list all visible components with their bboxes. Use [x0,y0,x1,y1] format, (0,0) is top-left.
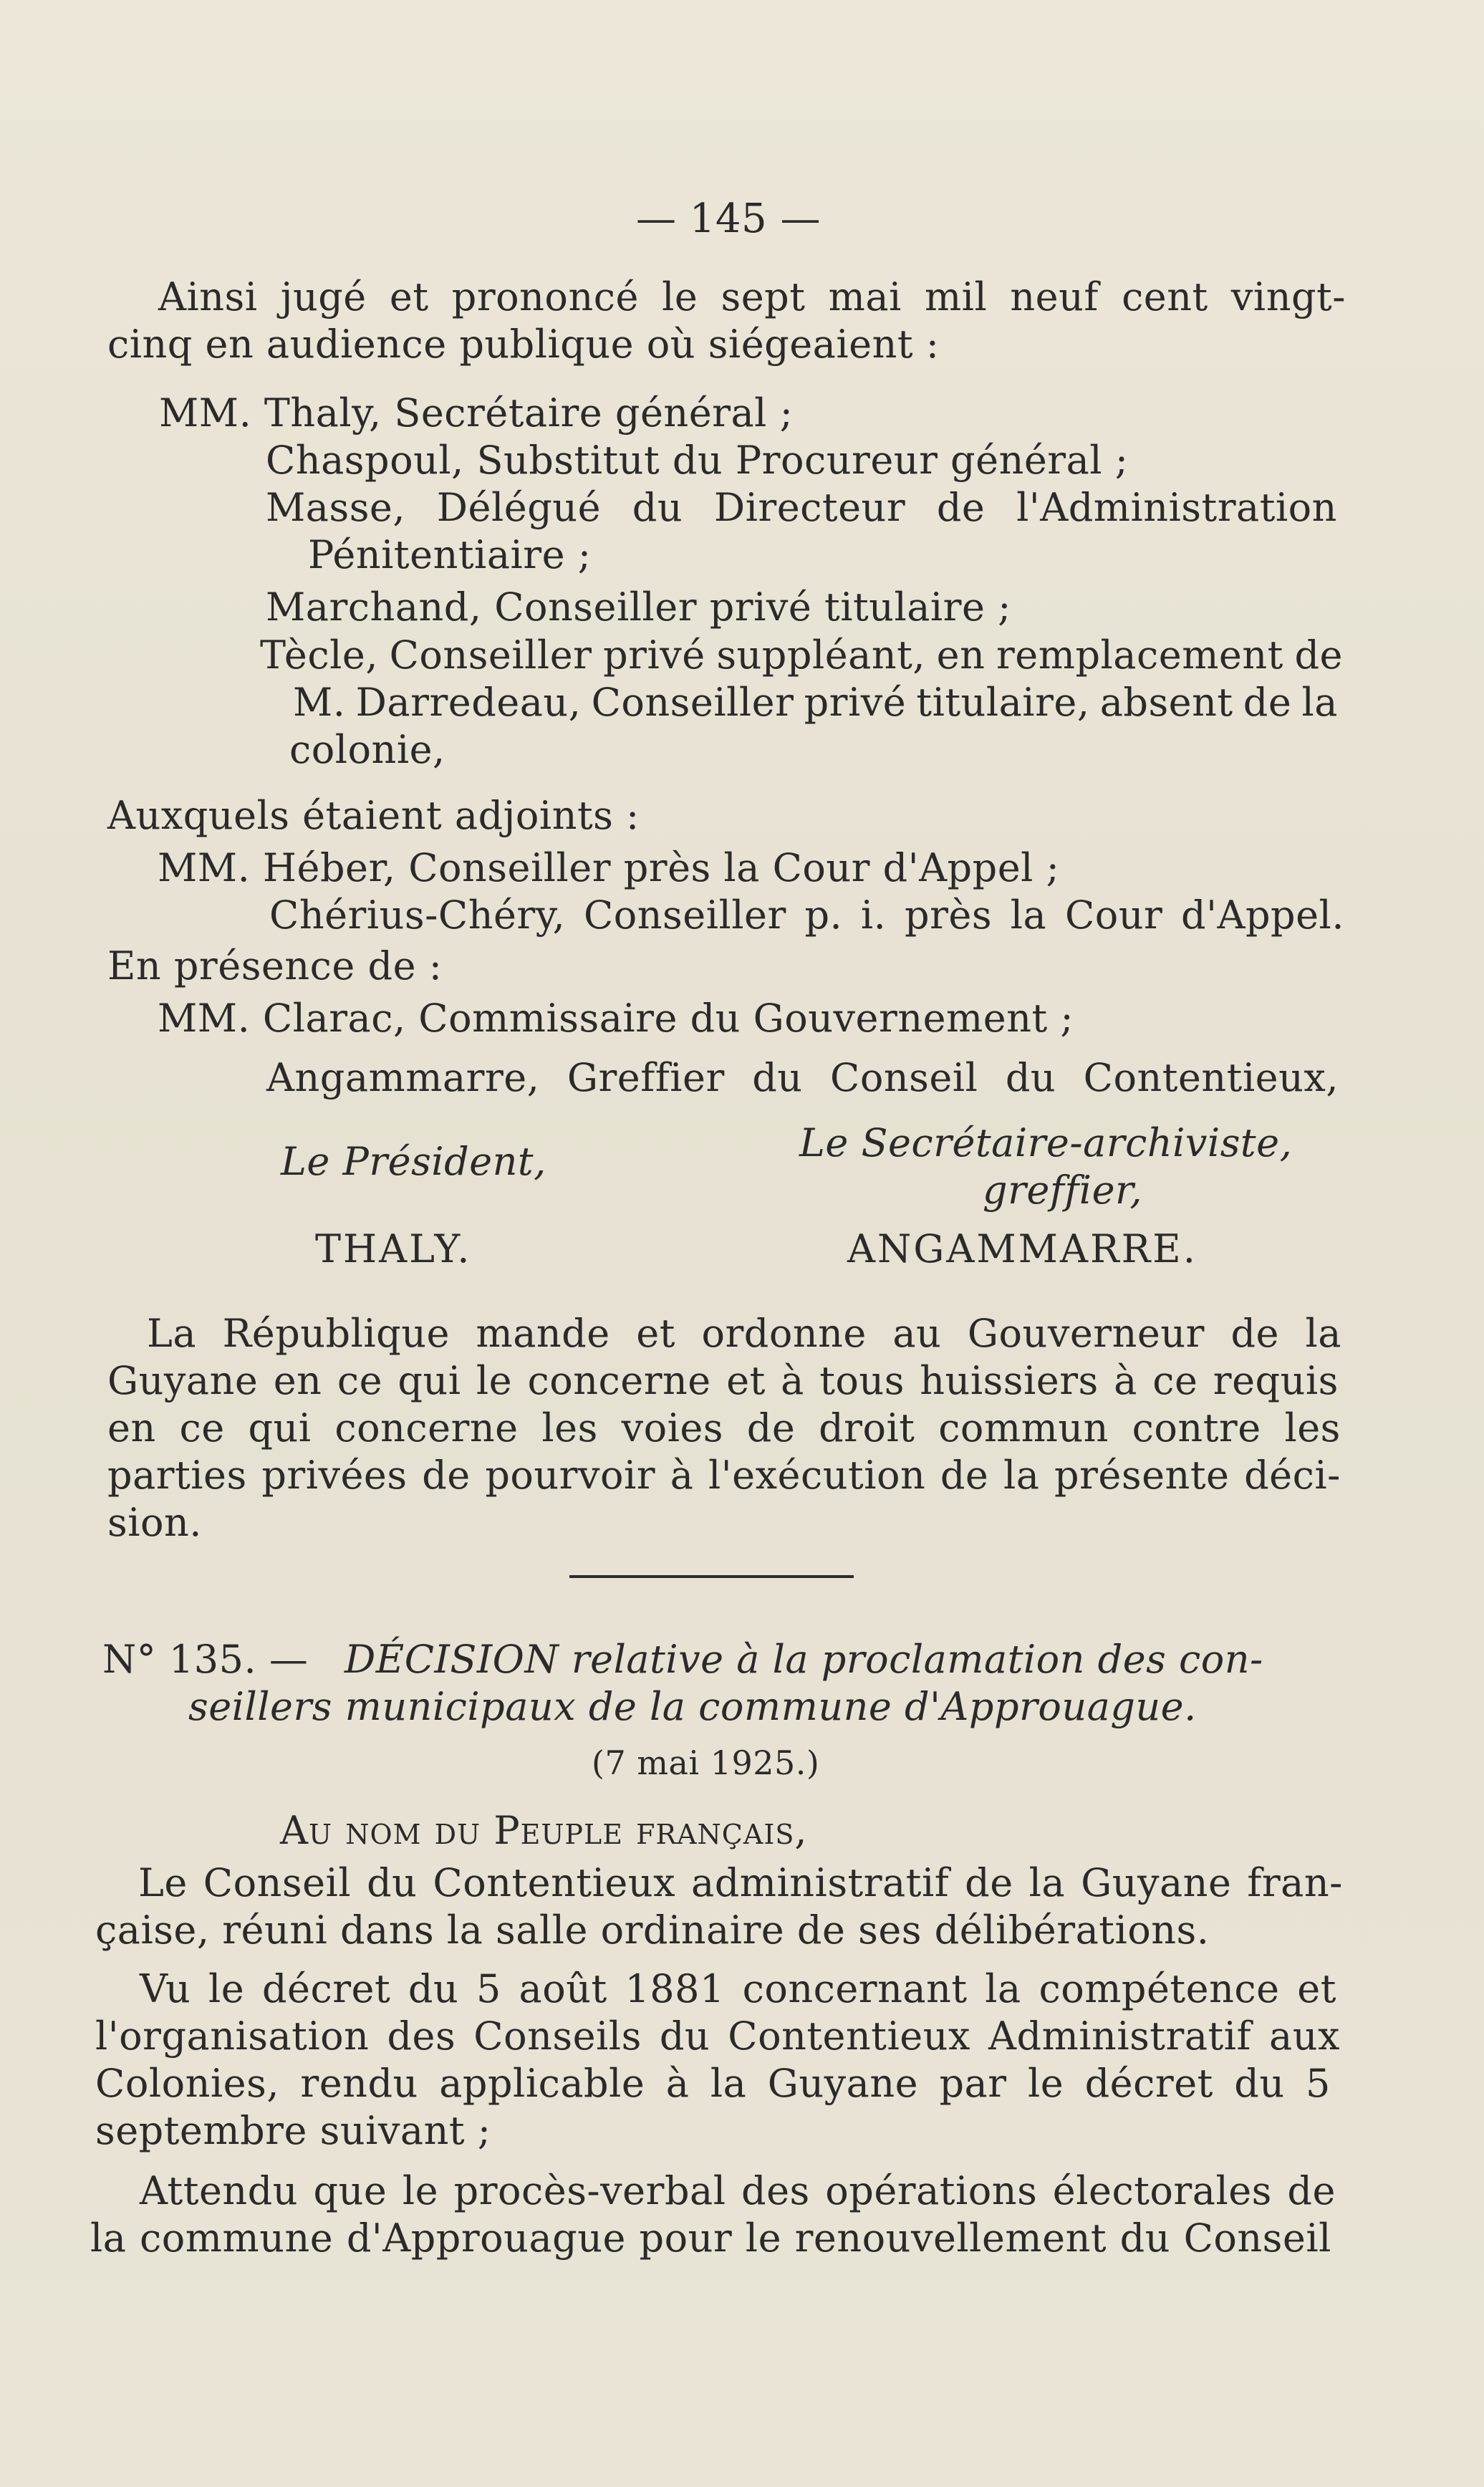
judgment-line: cinq en audience publique où siégeaient : [107,322,940,367]
body-line: Le Conseil du Contentieux administratif de la Guyane fran- [138,1860,1343,1905]
member-line: colonie, [289,727,445,772]
mandate-line: parties privées de pourvoir à l'exécution de la présente déci- [107,1453,1341,1498]
member-line: Tècle, Conseiller privé suppléant, en remplacement de [260,632,1343,678]
member-line: M. Darredeau, Conseiller privé titulaire, absent de la [293,680,1338,725]
member-line: MM. Thaly, Secrétaire général ; [159,390,794,436]
signature-name-left: THALY. [315,1226,472,1271]
decision-title: DÉCISION relative à la proclamation des con- [344,1637,1263,1682]
mandate-line: La République mande et ordonne au Gouverneur de la [147,1311,1341,1356]
signature-title-right: Le Secrétaire-archiviste, [799,1120,1293,1165]
adjoint-line: Chérius-Chéry, Conseiller p. i. près la Cour d'Appel. [269,893,1344,938]
decision-heading: Au nom du Peuple français, [280,1808,808,1853]
decision-number: N° 135. — [102,1637,309,1682]
signature-name-right: ANGAMMARRE. [847,1226,1198,1271]
presence-heading: En présence de : [107,943,443,988]
judgment-line: Ainsi jugé et prononcé le sept mai mil neuf cent vingt- [158,274,1346,319]
signature-title-right: greffier, [983,1168,1143,1213]
member-line: Pénitentiaire ; [308,532,592,577]
body-line: la commune d'Approuague pour le renouvellement du Conseil [90,2216,1331,2261]
body-line: septembre suivant ; [95,2108,491,2153]
adjoint-line: MM. Héber, Conseiller près la Cour d'Appel ; [158,845,1060,890]
body-line: l'organisation des Conseils du Contentieux Administratif aux [95,2014,1340,2059]
presence-line: MM. Clarac, Commissaire du Gouvernement ; [158,996,1074,1041]
signature-title-left: Le Président, [281,1139,546,1184]
mandate-line: sion. [107,1500,202,1545]
body-line: Vu le décret du 5 août 1881 concernant la compétence et [140,1966,1336,2011]
body-line: çaise, réuni dans la salle ordinaire de ses délibérations. [95,1908,1210,1953]
decision-date: (7 mai 1925.) [592,1743,820,1782]
page-number: — 145 — [636,196,821,242]
mandate-line: en ce qui concerne les voies de droit commun contre les [107,1405,1341,1451]
member-line: Masse, Délégué du Directeur de l'Administration [266,485,1337,530]
member-line: Chaspoul, Substitut du Procureur général ; [266,438,1129,483]
body-line: Colonies, rendu applicable à la Guyane par le décret du 5 [95,2061,1331,2106]
member-line: Marchand, Conseiller privé titulaire ; [266,585,1011,630]
section-divider [569,1575,854,1578]
presence-line: Angammarre, Greffier du Conseil du Contentieux, [266,1055,1339,1100]
body-line: Attendu que le procès-verbal des opérations électorales de [140,2168,1336,2213]
mandate-line: Guyane en ce qui le concerne et à tous huissiers à ce requis [107,1358,1339,1403]
adjoints-heading: Auxquels étaient adjoints : [107,793,640,838]
decision-title: seillers municipaux de la commune d'Approuague. [188,1684,1197,1729]
